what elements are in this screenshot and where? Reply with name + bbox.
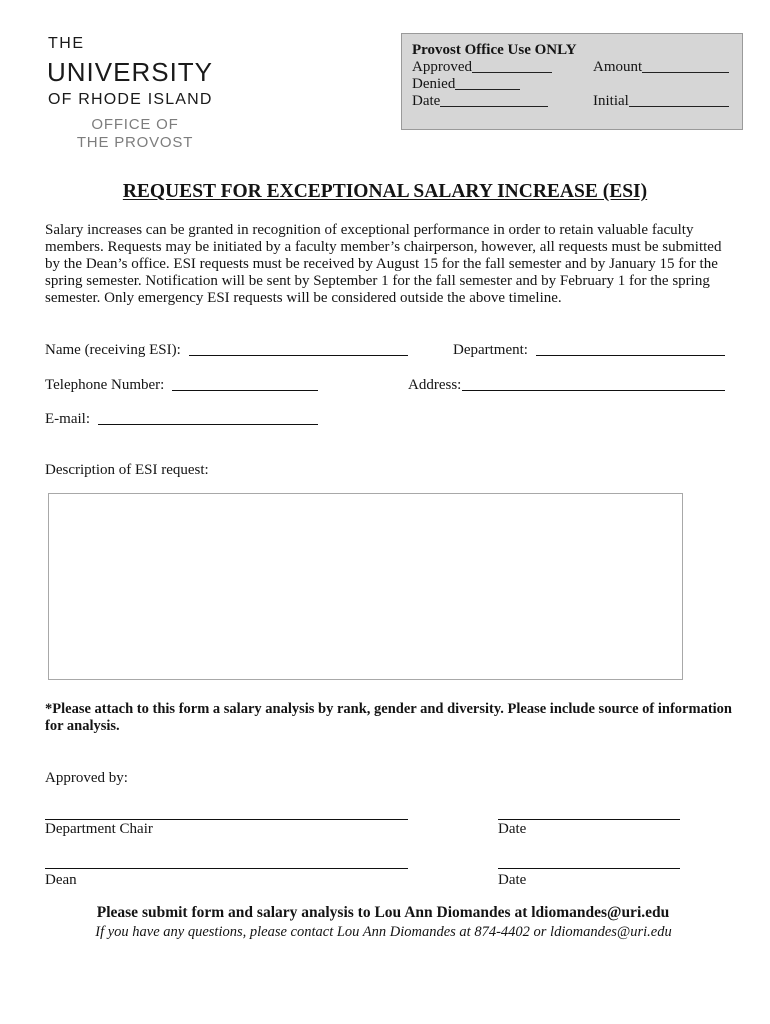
- contact-instructions: If you have any questions, please contact Lou Ann Diomandes at 874-4402 or ldiomandes@uri.edu: [95, 924, 672, 940]
- office-date-label: Date: [412, 93, 441, 109]
- dean-date-line[interactable]: [498, 868, 680, 869]
- telephone-input[interactable]: [172, 376, 318, 391]
- office-date-field: [412, 93, 548, 110]
- provost-office-use-box: [401, 33, 743, 130]
- department-field: [453, 341, 725, 359]
- initial-label: Initial: [593, 93, 629, 109]
- form-title: REQUEST FOR EXCEPTIONAL SALARY INCREASE (ESI): [122, 181, 648, 202]
- approved-field: [412, 59, 552, 76]
- email-input[interactable]: [98, 410, 318, 425]
- denied-label: Denied: [412, 76, 456, 92]
- office-date-input[interactable]: [440, 94, 548, 107]
- logo-of-rhode-island: OF RHODE ISLAND: [48, 91, 213, 108]
- name-label: Name (receiving ESI):: [45, 342, 181, 358]
- amount-label: Amount: [593, 59, 643, 75]
- initial-field: [593, 93, 729, 110]
- logo-office-of: OFFICE OF: [91, 116, 179, 133]
- amount-field: [593, 59, 729, 76]
- description-textarea[interactable]: [48, 493, 683, 680]
- intro-paragraph: Salary increases can be granted in recognition of exceptional performance in order to retain valuable faculty members. Requests may be initiated by a faculty member’s chairperson, however, all requests must be submitted by the Dean’s office. ESI requests must be received by August 15 for the fall semester and by January 15 for the spring semester. Notification will be sent by September 1 for the fall semester and by February 1 for the spring semester. Only emergency ESI requests will be considered outside the above timeline.: [45, 222, 722, 306]
- logo-university: UNIVERSITY: [47, 57, 214, 87]
- approved-input[interactable]: [472, 60, 552, 73]
- initial-input[interactable]: [629, 94, 729, 107]
- department-chair-label: Department Chair: [45, 821, 153, 837]
- provost-box-heading: Provost Office Use ONLY: [412, 42, 577, 58]
- logo-the-provost: THE PROVOST: [76, 134, 194, 151]
- description-label: Description of ESI request:: [45, 462, 209, 478]
- approved-by-label: Approved by:: [45, 770, 128, 786]
- email-label: E-mail:: [45, 411, 90, 427]
- denied-input[interactable]: [455, 77, 520, 90]
- denied-field: [412, 76, 520, 93]
- logo-the: THE: [48, 35, 85, 52]
- dean-date-label: Date: [498, 872, 527, 888]
- dean-signature-line[interactable]: [45, 868, 408, 869]
- dean-label: Dean: [45, 872, 77, 888]
- name-input[interactable]: [189, 341, 408, 356]
- telephone-label: Telephone Number:: [45, 377, 165, 393]
- address-input[interactable]: [462, 376, 725, 391]
- address-label: Address:: [408, 377, 462, 393]
- department-input[interactable]: [536, 341, 725, 356]
- attachment-note: *Please attach to this form a salary analysis by rank, gender and diversity. Please include source of information for analysis.: [45, 701, 732, 734]
- telephone-field: [45, 376, 318, 394]
- amount-input[interactable]: [642, 60, 729, 73]
- address-field: [408, 376, 725, 394]
- email-field: [45, 410, 318, 428]
- name-field: [45, 341, 408, 359]
- department-label: Department:: [453, 342, 528, 358]
- approved-label: Approved: [412, 59, 472, 75]
- department-chair-date-label: Date: [498, 821, 527, 837]
- submit-instructions: Please submit form and salary analysis to Lou Ann Diomandes at ldiomandes@uri.edu: [96, 904, 670, 921]
